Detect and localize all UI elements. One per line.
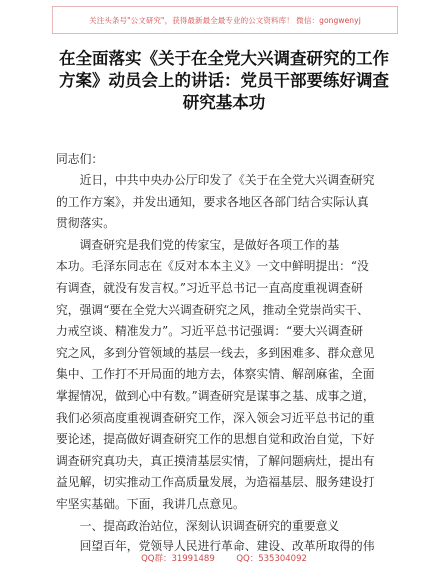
text-line: 牢坚实基础。下面，我讲几点意见。 (56, 496, 245, 511)
title-line: 研究基本功 (182, 93, 266, 112)
footer-contact: QQ群：31991489 QQ：535304092 (141, 554, 307, 564)
title-line: 在全面落实《关于在全党大兴调查研究的工作 (59, 49, 389, 68)
text-line: 本功。毛泽东同志在《反对本本主义》一文中鲜明提出：“没 (56, 259, 369, 274)
text-line: 掌握情况，做到心中有数。”调查研究是谋事之基、成事之道， (56, 388, 375, 403)
text-line: 回望百年，党领导人民进行革命、建设、改革所取得的伟 (56, 539, 375, 553)
text-line: 有调查，就没有发言权。”习近平总书记一直高度重视调查研 (56, 280, 363, 295)
header-notice-banner: 关注头条号"公文研究"，获得最新最全最专业的公文资料库！ 微信：gongwenyj (52, 6, 398, 34)
greeting: 同志们： (56, 152, 104, 166)
text-line: 究之风，多到分管领域的基层一线去，多到困难多、群众意见 (56, 345, 375, 360)
text-line: 集中、工作打不开局面的地方去，体察实情、解剖麻雀，全面 (56, 367, 375, 382)
text-line: 我们必须高度重视调查研究工作，深入领会习近平总书记的重 (56, 410, 375, 425)
text-line: 力戒空谈、精准发力”。习近平总书记强调：“要大兴调查研 (56, 324, 363, 339)
text-line: 究，强调“要在全党大兴调查研究之风，推动全党崇尚实干、 (56, 302, 369, 317)
body-paragraph-1 (56, 170, 400, 537)
text-line: 益见解，切实推动工作高质量发展，为造福基层、服务建设打 (56, 475, 375, 490)
text-line: 调查研究真功夫，真正摸清基层实情，了解问题病灶，提出有 (56, 453, 375, 468)
text-line: 近日，中共中央办公厅印发了《关于在全党大兴调查研究 (56, 173, 375, 187)
page-title (56, 48, 392, 114)
text-line: 贯彻落实。 (56, 216, 115, 231)
section-heading: 一、提高政治站位，深刻认识调查研究的重要意义 (56, 518, 340, 533)
text-line: 的工作方案》，并发出通知，要求各地区各部门结合实际认真 (56, 194, 369, 209)
text-line: 要论述，提高做好调查研究工作的思想自觉和政治自觉，下好 (56, 432, 375, 447)
text-line: 调查研究是我们党的传家宝，是做好各项工作的基 (56, 237, 340, 252)
title-line: 方案》动员会上的讲话：党员干部要练好调查 (59, 71, 389, 90)
